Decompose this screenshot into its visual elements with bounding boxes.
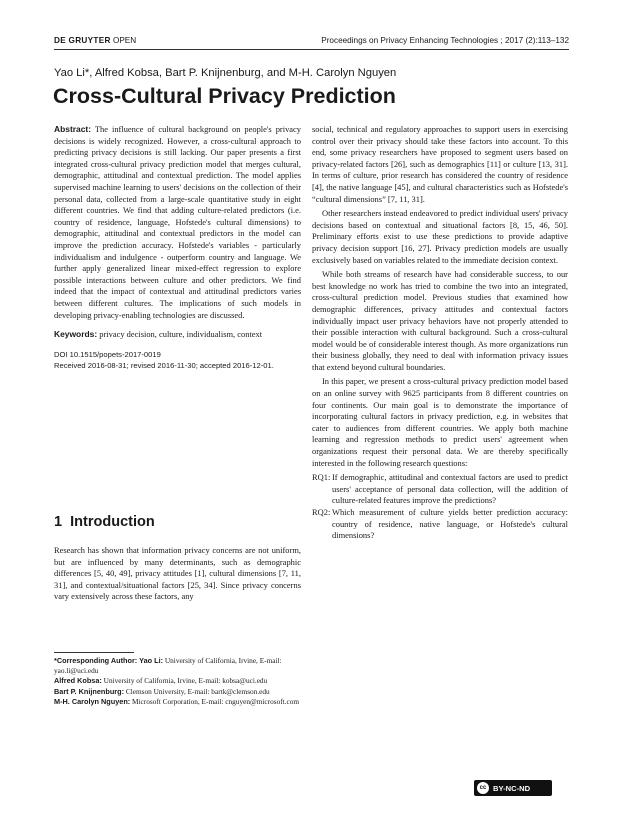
paragraph: Other researchers instead endeavored to predict individual users' privacy decisions based on contextual and situational factors [8, 15, 46, 50]. Preliminary efforts exist to use these predictions to provide adaptive privacy decision support [16, 27]. Privacy prediction models are usually exclusively based on variables related to the immediate decision context.	[312, 208, 568, 265]
footnote-item	[54, 697, 301, 707]
author-list: Yao Li*, Alfred Kobsa, Bart P. Knijnenburg, and M-H. Carolyn Nguyen	[54, 67, 397, 79]
abstract-label: Abstract:	[54, 124, 92, 134]
abstract	[54, 124, 301, 321]
publisher-bold: DE GRUYTER	[54, 36, 111, 45]
footnote-rule	[54, 652, 134, 653]
abstract-text: The influence of cultural background on people's privacy decisions is widely recognized. However, a cross-cultural approach to predicting privacy decisions is still lacking. Our paper presents a first integrated cross-cultural privacy prediction model that merges cultural, demographic, attitudinal and contextual prediction. The model applies supervised machine learning to users' decisions on the collection of their personal data, collected from a large-scale quantitative study in eight different countries. We find that adding culture-related predictors (i.e. country of residence, language, Hofstede's cultural dimensions) to demographic, attitudinal and contextual predictors in the model can improve the prediction accuracy. Hofstede's variables - particularly individualism and indulgence - outperform country and language. We further apply generalized linear mixed-effect regression to explore possible interactions between culture and other predictors. We find indeed that the impact of contextual and attitudinal predictors varies between different cultures. The implications of such models in developing privacy-enabling technologies are discussed.	[54, 124, 301, 320]
doi[interactable]: DOI 10.1515/popets-2017-0019	[54, 349, 161, 359]
footnote-name: *Corresponding Author: Yao Li:	[54, 656, 164, 665]
publisher-light: OPEN	[112, 36, 137, 45]
rq-label: RQ1:	[312, 472, 331, 483]
running-header	[54, 36, 569, 50]
article-meta	[54, 349, 301, 371]
footnote-name: M-H. Carolyn Nguyen:	[54, 696, 131, 706]
footnotes	[54, 656, 301, 707]
footnote-item	[54, 687, 301, 697]
keywords-text: privacy decision, culture, individualism, context	[99, 329, 263, 340]
rq-text: Which measurement of culture yields better prediction accuracy: country of residence, native language, or Hofstede's cultural dimensions?	[332, 507, 568, 541]
section-number: 1	[54, 514, 63, 530]
journal-info: Proceedings on Privacy Enhancing Technologies ; 2017 (2):113–132	[321, 36, 569, 45]
footnote-name: Alfred Kobsa:	[54, 676, 102, 686]
rq-text: If demographic, attitudinal and contextual factors are used to predict users' acceptance of personal data collection, will the addition of culture-related features improve the predictions?	[332, 472, 568, 506]
license-label: BY-NC-ND	[493, 783, 531, 793]
left-column	[54, 124, 301, 371]
footnote-text: University of California, Irvine, E-mail: yao.li@uci.edu	[54, 656, 282, 676]
paper-title: Cross-Cultural Privacy Prediction	[53, 84, 396, 108]
license-badge[interactable]	[474, 780, 552, 796]
footnote-text: Microsoft Corporation, E-mail: cnguyen@microsoft.com	[132, 696, 300, 706]
footnote-text: University of California, Irvine, E-mail: kobsa@uci.edu	[103, 676, 268, 686]
header-rule	[54, 49, 569, 50]
footnote-item	[54, 676, 301, 686]
rq-label: RQ2:	[312, 507, 331, 517]
section-heading	[54, 514, 155, 530]
footnote-text: Clemson University, E-mail: bartk@clemson.edu	[125, 686, 270, 696]
research-question-2	[312, 507, 568, 542]
footnote-name: Bart P. Knijnenburg:	[54, 686, 125, 696]
keywords-label: Keywords:	[54, 329, 98, 340]
research-question-1	[312, 472, 568, 507]
paragraph: While both streams of research have had considerable success, to our best knowledge no work has tried to combine the two into an integrated, cross-cultural prediction model. Previous studies that examined how demographic differences, privacy attitudes and contextual factors individually impact user privacy behaviors have not properly attended to their possible interaction with cultural background. Such a cross-cultural model would be of considerable interest though. As more organizations run their business globally, they need to deal with information privacy issues that extend beyond cultural boundaries.	[312, 269, 568, 372]
section-title: Introduction	[70, 514, 155, 530]
paragraph: social, technical and regulatory approaches to support users in exercising control over their privacy should take these factors into account. To this end, some privacy researchers have proposed to segment users based on privacy-related factors [26], such as demographics [11] or culture [13, 31]. In terms of culture, prior research has considered the country of residence [4], the native language [45], and cultural characteristics such as Hofstede's “cultural dimensions” [7, 11, 31].	[312, 124, 568, 204]
keywords	[54, 329, 301, 341]
intro-paragraph: Research has shown that information privacy concerns are not uniform, but are influenced by many determinants, such as demographic differences [5, 40, 49], privacy attitudes [1], cultural dimensions [7, 11, 31], and contextual/situational factors [25, 34]. Since privacy concerns vary extensively across these factors, any	[54, 545, 301, 602]
publisher	[54, 36, 136, 45]
cc-icon: cc	[477, 782, 489, 794]
footnote-item	[54, 656, 301, 676]
paragraph: In this paper, we present a cross-cultural privacy prediction model based on an online survey with 9625 participants from 8 different countries on four continents. Our main goal is to demonstrate the importance of incorporating cultural factors in privacy prediction, e.g. in websites that cater to audiences from different countries. We apply both machine learning and regression methods to predict users' agreement when organizations request their personal data. We are thereby specifically interested in the following research questions:	[312, 376, 568, 468]
right-column	[312, 124, 568, 542]
received-dates: Received 2016-08-31; revised 2016-11-30; accepted 2016-12-01.	[54, 360, 274, 370]
